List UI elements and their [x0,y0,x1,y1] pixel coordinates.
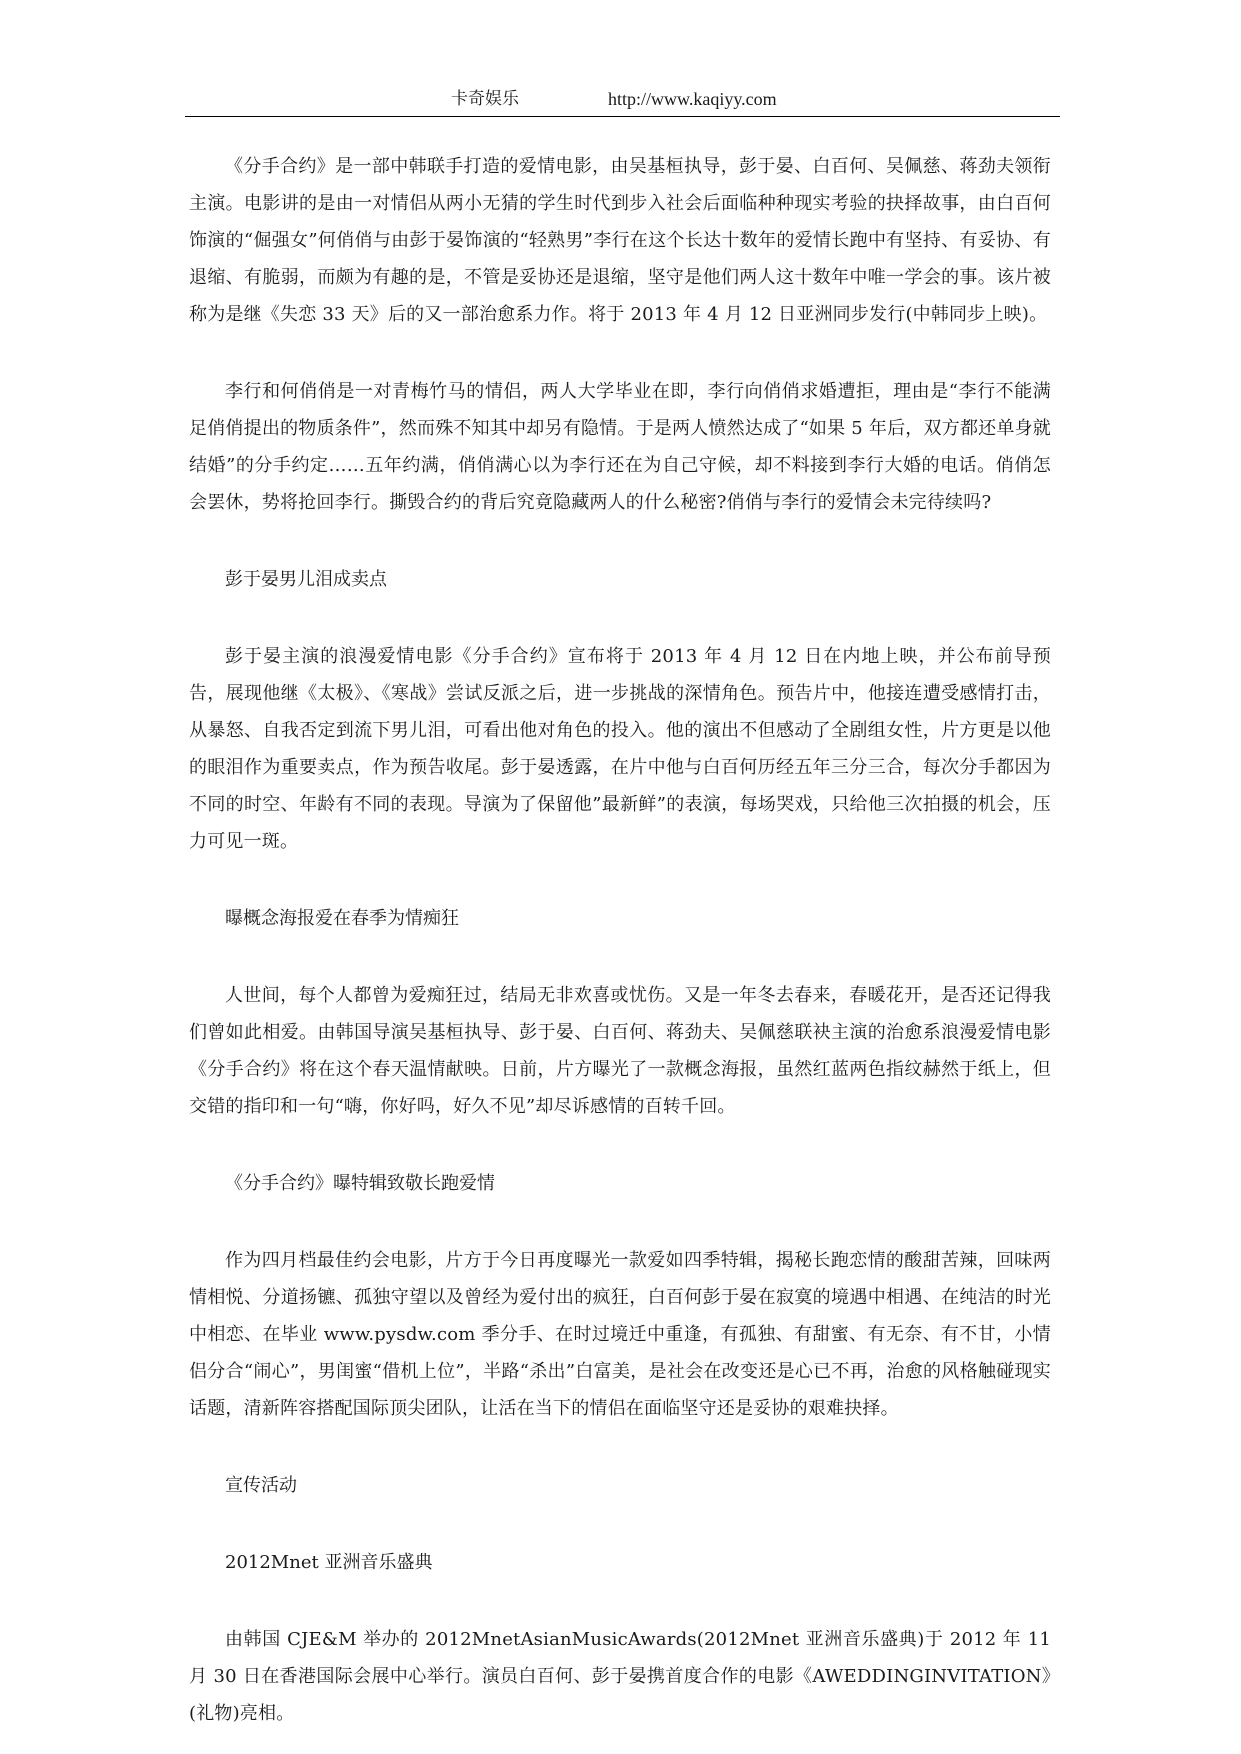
header-site-name: 卡奇娱乐 [451,89,519,109]
plot-paragraph: 李行和何俏俏是一对青梅竹马的情侣，两人大学毕业在即，李行向俏俏求婚遭拒，理由是“李行不能满足俏俏提出的物质条件”，然而殊不知其中却另有隐情。于是两人愤然达成了“如果 5 年后，双方都还单身就结婚”的分手约定……五年约满，俏俏满心以为李行还在为自己守候，却不料接到李行大婚的电话。俏俏怎会罢休，势将抢回李行。撕毁合约的背后究竟隐藏两人的什么秘密?俏俏与李行的爱情会未完待续吗? [189,381,1051,513]
section-heading-featurette: 《分手合约》曝特辑致敬长跑爱情 [225,1173,495,1194]
section-heading-mnet: 2012Mnet 亚洲音乐盛典 [225,1552,433,1573]
section-heading-poster: 曝概念海报爱在春季为情痴狂 [225,908,459,929]
featurette-paragraph: 作为四月档最佳约会电影，片方于今日再度曝光一款爱如四季特辑，揭秘长跑恋情的酸甜苦辣，回味两情相悦、分道扬镳、孤独守望以及曾经为爱付出的疯狂，白百何彭于晏在寂寞的境遇中相遇、在纯洁的时光中相恋、在毕业 www.pysdw.com 季分手、在时过境迁中重逢，有孤独、有甜蜜、有无奈、有不甘，小情侣分合“闹心”，男闺蜜“借机上位”，半路“杀出”白富美，是社会在改变还是心已不再，治愈的风格触碰现实话题，清新阵容搭配国际顶尖团队，让活在当下的情侣在面临坚守还是妥协的艰难抉择。 [189,1250,1051,1419]
tears-paragraph: 彭于晏主演的浪漫爱情电影《分手合约》宣布将于 2013 年 4 月 12 日在内地上映，并公布前导预告，展现他继《太极》、《寒战》尝试反派之后，进一步挑战的深情角色。预告片中，他接连遭受感情打击，从暴怒、自我否定到流下男儿泪，可看出他对角色的投入。他的演出不但感动了全剧组女性，片方更是以他的眼泪作为重要卖点，作为预告收尾。彭于晏透露，在片中他与白百何历经五年三分三合，每次分手都因为不同的时空、年龄有不同的表现。导演为了保留他”最新鲜”的表演，每场哭戏，只给他三次拍摄的机会，压力可见一斑。 [189,646,1051,852]
article-body [189,148,1051,1732]
poster-paragraph: 人世间，每个人都曾为爱痴狂过，结局无非欢喜或忧伤。又是一年冬去春来，春暖花开，是否还记得我们曾如此相爱。由韩国导演吴基桓执导、彭于晏、白百何、蒋劲夫、吴佩慈联袂主演的治愈系浪漫爱情电影《分手合约》将在这个春天温情献映。日前，片方曝光了一款概念海报，虽然红蓝两色指纹赫然于纸上，但交错的指印和一句“嗨，你好吗，好久不见”却尽诉感情的百转千回。 [189,985,1051,1117]
page-header [185,86,1060,117]
mnet-paragraph: 由韩国 CJE&M 举办的 2012MnetAsianMusicAwards(2012Mnet 亚洲音乐盛典)于 2012 年 11 月 30 日在香港国际会展中心举行。演员白百何、彭于晏携首度合作的电影《AWEDDINGINVITATION》(礼物)亮相。 [189,1629,1051,1724]
intro-paragraph: 《分手合约》是一部中韩联手打造的爱情电影，由吴基桓执导，彭于晏、白百何、吴佩慈、蒋劲夫领衔主演。电影讲的是由一对情侣从两小无猜的学生时代到步入社会后面临种种现实考验的抉择故事，由白百何饰演的“倔强女”何俏俏与由彭于晏饰演的“轻熟男”李行在这个长达十数年的爱情长跑中有坚持、有妥协、有退缩、有脆弱，而颇为有趣的是，不管是妥协还是退缩，坚守是他们两人这十数年中唯一学会的事。该片被称为是继《失恋 33 天》后的又一部治愈系力作。将于 2013 年 4 月 12 日亚洲同步发行(中韩同步上映)。 [189,156,1051,325]
header-url[interactable]: http://www.kaqiyy.com [608,89,777,109]
section-heading-tears: 彭于晏男儿泪成卖点 [225,569,387,590]
section-heading-promotion: 宣传活动 [225,1475,297,1496]
